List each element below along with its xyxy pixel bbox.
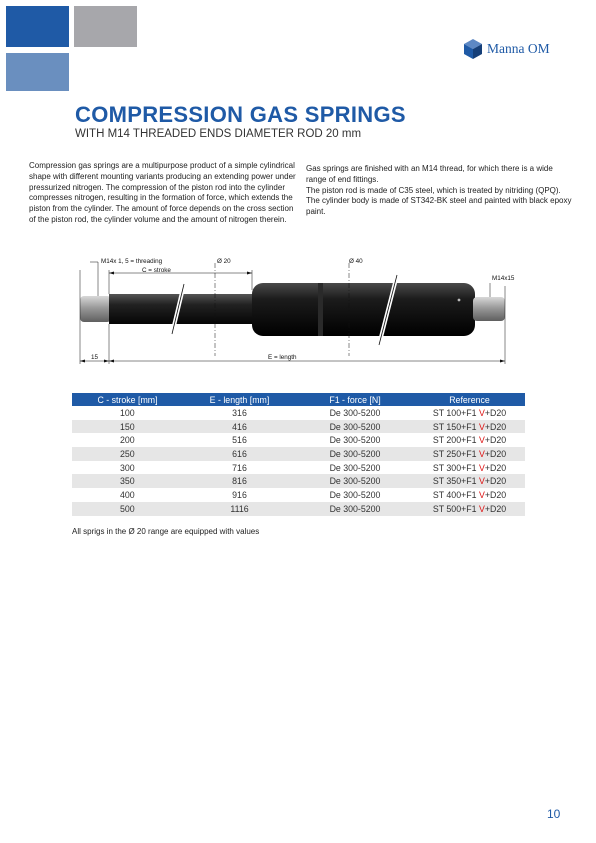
ref-variant: V <box>478 435 485 446</box>
cell-reference <box>414 406 525 420</box>
page-number: 10 <box>547 807 561 821</box>
cell-stroke: 500 <box>72 502 183 516</box>
table-row <box>72 488 525 502</box>
ref-suffix: +D20 <box>484 489 507 500</box>
cell-force: De 300-5200 <box>329 489 381 500</box>
cell-stroke: 150 <box>72 420 183 434</box>
intro-right-line-2: The piston rod is made of C35 steel, which is treated by nitriding (QPQ). <box>306 185 561 195</box>
cell-stroke: 400 <box>120 489 135 500</box>
ref-suffix: +D20 <box>484 421 507 432</box>
cell-length: 516 <box>232 435 247 446</box>
cell-length: 816 <box>183 474 296 488</box>
label-end-thread: M14x15 <box>492 275 515 282</box>
ref-variant: V <box>478 503 485 514</box>
col-header-length: E - length [mm] <box>183 393 296 406</box>
cell-reference <box>414 502 525 516</box>
ref-prefix: ST 200+F1 <box>432 435 479 446</box>
cell-length: 916 <box>232 489 247 500</box>
ref-variant: V <box>478 421 485 432</box>
table-row <box>72 502 525 516</box>
brand-logo <box>463 38 550 60</box>
cell-force: De 300-5200 <box>296 447 414 461</box>
ref-variant: V <box>478 462 485 473</box>
ref-suffix: +D20 <box>484 407 507 418</box>
ref-prefix: ST 150+F1 <box>432 421 479 432</box>
ref-suffix: +D20 <box>484 448 507 459</box>
table-row <box>72 433 525 447</box>
ref-prefix: ST 100+F1 <box>432 407 479 418</box>
cell-length: 316 <box>232 407 247 418</box>
cell-reference <box>414 433 525 447</box>
table-row <box>72 447 525 461</box>
ref-suffix: +D20 <box>484 503 507 514</box>
spec-table <box>72 393 525 516</box>
cell-reference <box>414 420 525 434</box>
cell-stroke: 100 <box>120 407 135 418</box>
cylinder-band <box>318 283 323 336</box>
table-header-row <box>72 393 525 406</box>
intro-left-paragraph: Compression gas springs are a multipurpose product of a simple cylindrical shape with different mounting variants producing an extending power under pressurized nitrogen. The compression of the piston rod into the cylinder compresses nitrogen, resulting in the formation of force, which extends the piston from the cylinder. The amount of force depends on the cross section of the piston rod, the cylinder volume and the amount of nitrogen therein. <box>29 161 296 224</box>
label-stroke: C = stroke <box>142 267 171 274</box>
table-row <box>72 461 525 475</box>
cell-reference <box>414 474 525 488</box>
gas-spring-diagram <box>60 250 530 368</box>
cell-stroke: 300 <box>120 462 135 473</box>
ref-variant: V <box>478 489 485 500</box>
ref-variant: V <box>478 476 485 487</box>
cell-force: De 300-5200 <box>329 462 381 473</box>
cell-length: 716 <box>232 462 247 473</box>
label-rod-diameter: Ø 20 <box>217 258 231 265</box>
ref-prefix: ST 400+F1 <box>432 489 479 500</box>
cell-reference <box>414 461 525 475</box>
cell-force: De 300-5200 <box>296 420 414 434</box>
table-row <box>72 406 525 420</box>
label-length: E = length <box>268 354 297 361</box>
header-block-lightblue <box>6 53 69 91</box>
right-thread-end <box>473 297 505 321</box>
cube-logo-icon <box>463 38 483 60</box>
cell-force: De 300-5200 <box>329 407 381 418</box>
cell-reference <box>414 488 525 502</box>
ref-suffix: +D20 <box>484 435 507 446</box>
intro-right-paragraph <box>306 164 572 218</box>
table-row <box>72 420 525 434</box>
cell-length: 1116 <box>183 502 296 516</box>
intro-right-line-3: The cylinder body is made of ST342-BK steel and painted with black epoxy paint. <box>306 196 572 217</box>
ref-suffix: +D20 <box>484 462 507 473</box>
page-subtitle: WITH M14 THREADED ENDS DIAMETER ROD 20 mm <box>75 128 362 140</box>
intro-right-line-1: Gas springs are finished with an M14 thread, for which there is a wide range of end fittings. <box>306 164 553 184</box>
col-header-reference: Reference <box>414 393 525 406</box>
cell-stroke: 200 <box>120 435 135 446</box>
header-block-gray <box>74 6 137 47</box>
cell-force: De 300-5200 <box>296 474 414 488</box>
cell-stroke: 350 <box>72 474 183 488</box>
cell-stroke: 250 <box>72 447 183 461</box>
ref-variant: V <box>478 448 485 459</box>
cell-force: De 300-5200 <box>329 435 381 446</box>
label-threading: M14x 1, 5 = threading <box>101 258 163 265</box>
col-header-stroke: C - stroke [mm] <box>72 393 183 406</box>
ref-prefix: ST 300+F1 <box>432 462 479 473</box>
brand-name: Manna OM <box>487 41 550 56</box>
ref-suffix: +D20 <box>484 476 507 487</box>
footnote: All sprigs in the Ø 20 range are equipped with values <box>72 527 260 536</box>
cell-length: 416 <box>183 420 296 434</box>
col-header-force: F1 - force [N] <box>296 393 414 406</box>
cylinder-body <box>252 283 475 336</box>
piston-rod <box>109 294 257 324</box>
ref-prefix: ST 350+F1 <box>432 476 479 487</box>
header-block-blue <box>6 6 69 47</box>
label-body-diameter: Ø 40 <box>349 258 363 265</box>
ref-prefix: ST 500+F1 <box>432 503 479 514</box>
cell-force: De 300-5200 <box>296 502 414 516</box>
cell-length: 616 <box>183 447 296 461</box>
cell-reference <box>414 447 525 461</box>
table-row <box>72 474 525 488</box>
page-title: COMPRESSION GAS SPRINGS <box>75 102 406 127</box>
ref-prefix: ST 250+F1 <box>432 448 479 459</box>
label-end-length: 15 <box>91 354 99 361</box>
left-thread-end <box>80 296 111 322</box>
ref-variant: V <box>478 407 485 418</box>
